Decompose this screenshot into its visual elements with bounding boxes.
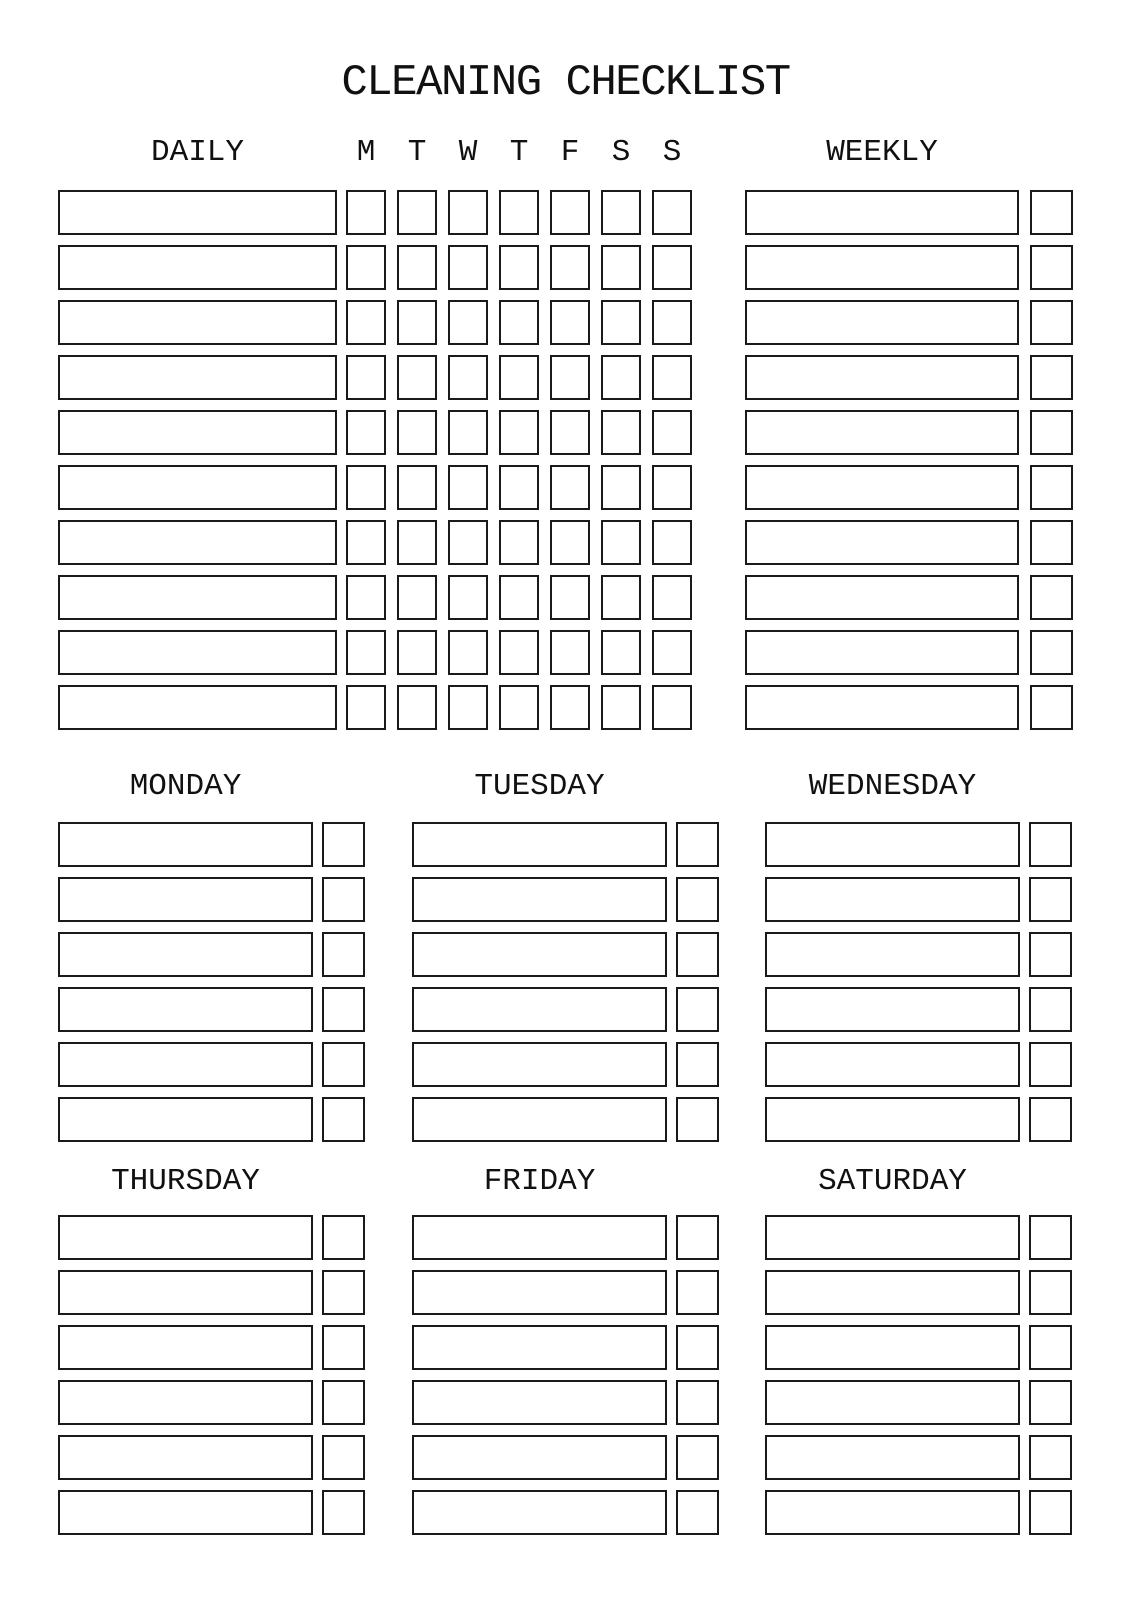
checkbox[interactable] [322, 822, 365, 867]
checkbox[interactable] [676, 822, 719, 867]
checkbox-thursday[interactable] [499, 410, 539, 455]
daily-task-row [58, 410, 692, 455]
checkbox[interactable] [322, 1435, 365, 1480]
checkbox-friday[interactable] [550, 575, 590, 620]
checkbox[interactable] [676, 1490, 719, 1535]
task-input-box[interactable] [58, 1435, 313, 1480]
checkbox-wednesday[interactable] [448, 630, 488, 675]
checkbox[interactable] [1029, 1490, 1072, 1535]
wednesday-task-row [765, 1097, 1072, 1142]
checkbox[interactable] [322, 1325, 365, 1370]
weekly-task-row [745, 520, 1073, 565]
monday-task-row [58, 932, 365, 977]
checkbox-saturday[interactable] [601, 575, 641, 620]
checkbox-saturday[interactable] [601, 685, 641, 730]
task-input-box[interactable] [765, 932, 1020, 977]
saturday-task-row [765, 1215, 1072, 1260]
saturday-section-label: SATURDAY [818, 1164, 967, 1199]
weekly-section-label: WEEKLY [826, 135, 938, 170]
task-input-box[interactable] [745, 575, 1019, 620]
task-input-box[interactable] [58, 300, 337, 345]
checkbox-monday[interactable] [346, 685, 386, 730]
daily-task-row [58, 465, 692, 510]
checkbox[interactable] [322, 1215, 365, 1260]
task-input-box[interactable] [765, 1380, 1020, 1425]
task-input-box[interactable] [412, 932, 667, 977]
daily-task-row [58, 245, 692, 290]
checkbox[interactable] [1030, 300, 1073, 345]
monday-task-row [58, 877, 365, 922]
checkbox[interactable] [676, 1215, 719, 1260]
checkbox[interactable] [1030, 190, 1073, 235]
checkbox[interactable] [676, 1435, 719, 1480]
checkbox-monday[interactable] [346, 355, 386, 400]
task-input-box[interactable] [745, 190, 1019, 235]
saturday-task-row [765, 1490, 1072, 1535]
checkbox-sunday[interactable] [652, 355, 692, 400]
checkbox-monday[interactable] [346, 300, 386, 345]
tuesday-section-label: TUESDAY [474, 769, 605, 804]
checkbox-saturday[interactable] [601, 245, 641, 290]
checkbox-sunday[interactable] [652, 410, 692, 455]
day-letter-friday: F [560, 135, 580, 170]
checkbox[interactable] [1030, 245, 1073, 290]
checkbox[interactable] [1029, 1270, 1072, 1315]
daily-task-row [58, 355, 692, 400]
task-input-box[interactable] [745, 245, 1019, 290]
day-letter-tuesday: T [407, 135, 427, 170]
monday-task-row [58, 822, 365, 867]
daily-task-row [58, 190, 692, 235]
weekly-task-row [745, 465, 1073, 510]
task-input-box[interactable] [765, 987, 1020, 1032]
day-letter-thursday: T [509, 135, 529, 170]
task-input-box[interactable] [58, 1097, 313, 1142]
task-input-box[interactable] [765, 1325, 1020, 1370]
monday-rows [58, 822, 365, 1142]
task-input-box[interactable] [58, 575, 337, 620]
checkbox[interactable] [1029, 1215, 1072, 1260]
daily-task-row [58, 630, 692, 675]
checkbox-saturday[interactable] [601, 465, 641, 510]
weekly-task-row [745, 410, 1073, 455]
monday-task-row [58, 1097, 365, 1142]
checkbox-sunday[interactable] [652, 190, 692, 235]
saturday-task-row [765, 1435, 1072, 1480]
checkbox-friday[interactable] [550, 630, 590, 675]
checkbox-sunday[interactable] [652, 575, 692, 620]
checkbox[interactable] [1029, 932, 1072, 977]
checkbox-friday[interactable] [550, 300, 590, 345]
task-input-box[interactable] [412, 1380, 667, 1425]
task-input-box[interactable] [745, 355, 1019, 400]
task-input-box[interactable] [765, 1042, 1020, 1087]
monday-task-row [58, 987, 365, 1032]
checkbox-wednesday[interactable] [448, 245, 488, 290]
checkbox-wednesday[interactable] [448, 465, 488, 510]
weekly-task-row [745, 685, 1073, 730]
checkbox[interactable] [676, 1097, 719, 1142]
checkbox[interactable] [676, 1270, 719, 1315]
checkbox-thursday[interactable] [499, 465, 539, 510]
task-input-box[interactable] [765, 1097, 1020, 1142]
task-input-box[interactable] [412, 1097, 667, 1142]
saturday-task-row [765, 1325, 1072, 1370]
checkbox-saturday[interactable] [601, 410, 641, 455]
task-input-box[interactable] [58, 1490, 313, 1535]
friday-task-row [412, 1270, 719, 1315]
task-input-box[interactable] [412, 822, 667, 867]
daily-section-label: DAILY [150, 135, 244, 170]
task-input-box[interactable] [765, 1490, 1020, 1535]
checkbox-friday[interactable] [550, 520, 590, 565]
wednesday-section-label: WEDNESDAY [808, 769, 977, 804]
thursday-task-row [58, 1490, 365, 1535]
tuesday-task-row [412, 987, 719, 1032]
thursday-task-row [58, 1270, 365, 1315]
daily-task-row [58, 685, 692, 730]
checkbox-monday[interactable] [346, 245, 386, 290]
checkbox[interactable] [322, 987, 365, 1032]
checkbox-tuesday[interactable] [397, 630, 437, 675]
checkbox-monday[interactable] [346, 190, 386, 235]
friday-task-row [412, 1325, 719, 1370]
checkbox[interactable] [322, 1380, 365, 1425]
checkbox[interactable] [1029, 987, 1072, 1032]
daily-task-row [58, 300, 692, 345]
task-input-box[interactable] [745, 465, 1019, 510]
task-input-box[interactable] [412, 1490, 667, 1535]
task-input-box[interactable] [58, 1215, 313, 1260]
checkbox-tuesday[interactable] [397, 190, 437, 235]
checkbox-saturday[interactable] [601, 300, 641, 345]
daily-task-row [58, 520, 692, 565]
checkbox-tuesday[interactable] [397, 300, 437, 345]
checkbox-monday[interactable] [346, 630, 386, 675]
checkbox-thursday[interactable] [499, 520, 539, 565]
task-input-box[interactable] [58, 245, 337, 290]
weekly-task-row [745, 355, 1073, 400]
task-input-box[interactable] [412, 1325, 667, 1370]
checkbox[interactable] [1029, 1435, 1072, 1480]
checkbox[interactable] [322, 932, 365, 977]
saturday-task-row [765, 1380, 1072, 1425]
task-input-box[interactable] [58, 355, 337, 400]
task-input-box[interactable] [765, 1215, 1020, 1260]
weekly-task-row [745, 245, 1073, 290]
checkbox-friday[interactable] [550, 465, 590, 510]
checkbox-friday[interactable] [550, 245, 590, 290]
thursday-rows [58, 1215, 365, 1535]
task-input-box[interactable] [412, 877, 667, 922]
task-input-box[interactable] [58, 1325, 313, 1370]
weekly-rows [745, 190, 1073, 730]
task-input-box[interactable] [765, 1270, 1020, 1315]
task-input-box[interactable] [745, 520, 1019, 565]
checkbox[interactable] [1029, 1380, 1072, 1425]
checkbox-saturday[interactable] [601, 630, 641, 675]
monday-task-row [58, 1042, 365, 1087]
checkbox-monday[interactable] [346, 465, 386, 510]
checkbox-tuesday[interactable] [397, 520, 437, 565]
checkbox-thursday[interactable] [499, 245, 539, 290]
checkbox-thursday[interactable] [499, 630, 539, 675]
weekly-task-row [745, 190, 1073, 235]
wednesday-task-row [765, 932, 1072, 977]
task-input-box[interactable] [58, 410, 337, 455]
checkbox-saturday[interactable] [601, 190, 641, 235]
checkbox-friday[interactable] [550, 355, 590, 400]
checkbox[interactable] [1030, 630, 1073, 675]
checkbox[interactable] [1029, 822, 1072, 867]
checkbox[interactable] [676, 932, 719, 977]
friday-task-row [412, 1215, 719, 1260]
checkbox-sunday[interactable] [652, 465, 692, 510]
task-input-box[interactable] [58, 685, 337, 730]
task-input-box[interactable] [745, 300, 1019, 345]
checkbox[interactable] [1030, 685, 1073, 730]
checkbox[interactable] [322, 1097, 365, 1142]
checkbox-wednesday[interactable] [448, 520, 488, 565]
friday-task-row [412, 1435, 719, 1480]
checkbox-thursday[interactable] [499, 355, 539, 400]
checkbox[interactable] [676, 987, 719, 1032]
task-input-box[interactable] [745, 410, 1019, 455]
checkbox-wednesday[interactable] [448, 190, 488, 235]
checkbox-thursday[interactable] [499, 300, 539, 345]
checkbox-wednesday[interactable] [448, 355, 488, 400]
checkbox-tuesday[interactable] [397, 575, 437, 620]
thursday-task-row [58, 1215, 365, 1260]
checkbox-friday[interactable] [550, 410, 590, 455]
checkbox[interactable] [676, 1042, 719, 1087]
checkbox[interactable] [1029, 1325, 1072, 1370]
task-input-box[interactable] [58, 877, 313, 922]
tuesday-task-row [412, 877, 719, 922]
checkbox[interactable] [322, 1042, 365, 1087]
checkbox-tuesday[interactable] [397, 245, 437, 290]
checkbox[interactable] [676, 877, 719, 922]
day-letters-header [346, 137, 692, 168]
tuesday-task-row [412, 932, 719, 977]
wednesday-task-row [765, 1042, 1072, 1087]
checkbox[interactable] [676, 1325, 719, 1370]
checkbox-monday[interactable] [346, 410, 386, 455]
checkbox[interactable] [1030, 355, 1073, 400]
checkbox-tuesday[interactable] [397, 410, 437, 455]
task-input-box[interactable] [58, 822, 313, 867]
checkbox-thursday[interactable] [499, 685, 539, 730]
monday-section-label: MONDAY [129, 769, 242, 804]
day-letter-monday: M [356, 135, 376, 170]
task-input-box[interactable] [412, 1215, 667, 1260]
checkbox-wednesday[interactable] [448, 575, 488, 620]
wednesday-rows [765, 822, 1072, 1142]
task-input-box[interactable] [58, 932, 313, 977]
thursday-section-label: THURSDAY [111, 1164, 260, 1199]
checkbox-friday[interactable] [550, 190, 590, 235]
checkbox-wednesday[interactable] [448, 685, 488, 730]
thursday-task-row [58, 1380, 365, 1425]
checkbox-wednesday[interactable] [448, 300, 488, 345]
page-title: CLEANING CHECKLIST [341, 58, 790, 108]
task-input-box[interactable] [745, 685, 1019, 730]
day-letter-saturday: S [611, 135, 631, 170]
day-letter-sunday: S [662, 135, 682, 170]
checkbox-thursday[interactable] [499, 575, 539, 620]
saturday-task-row [765, 1270, 1072, 1315]
friday-rows [412, 1215, 719, 1535]
checkbox-monday[interactable] [346, 575, 386, 620]
checkbox-sunday[interactable] [652, 245, 692, 290]
task-input-box[interactable] [58, 520, 337, 565]
saturday-rows [765, 1215, 1072, 1535]
task-input-box[interactable] [765, 1435, 1020, 1480]
thursday-task-row [58, 1435, 365, 1480]
task-input-box[interactable] [765, 877, 1020, 922]
task-input-box[interactable] [745, 630, 1019, 675]
task-input-box[interactable] [412, 1042, 667, 1087]
task-input-box[interactable] [58, 1042, 313, 1087]
wednesday-task-row [765, 822, 1072, 867]
tuesday-task-row [412, 1097, 719, 1142]
friday-task-row [412, 1490, 719, 1535]
task-input-box[interactable] [58, 987, 313, 1032]
checkbox[interactable] [1029, 877, 1072, 922]
tuesday-task-row [412, 822, 719, 867]
task-input-box[interactable] [58, 190, 337, 235]
weekly-task-row [745, 575, 1073, 620]
task-input-box[interactable] [412, 987, 667, 1032]
daily-rows [58, 190, 692, 730]
weekly-task-row [745, 300, 1073, 345]
friday-task-row [412, 1380, 719, 1425]
checkbox-monday[interactable] [346, 520, 386, 565]
checkbox-friday[interactable] [550, 685, 590, 730]
checkbox-sunday[interactable] [652, 685, 692, 730]
checkbox[interactable] [676, 1380, 719, 1425]
checkbox[interactable] [1030, 465, 1073, 510]
checkbox-tuesday[interactable] [397, 465, 437, 510]
day-letter-wednesday: W [458, 135, 478, 170]
task-input-box[interactable] [58, 1270, 313, 1315]
checkbox-sunday[interactable] [652, 520, 692, 565]
checkbox[interactable] [1029, 1097, 1072, 1142]
thursday-task-row [58, 1325, 365, 1370]
wednesday-task-row [765, 877, 1072, 922]
checkbox-sunday[interactable] [652, 300, 692, 345]
task-input-box[interactable] [58, 465, 337, 510]
task-input-box[interactable] [58, 630, 337, 675]
checkbox[interactable] [1030, 520, 1073, 565]
tuesday-rows [412, 822, 719, 1142]
task-input-box[interactable] [765, 822, 1020, 867]
checkbox-sunday[interactable] [652, 630, 692, 675]
weekly-task-row [745, 630, 1073, 675]
checkbox-tuesday[interactable] [397, 355, 437, 400]
task-input-box[interactable] [412, 1270, 667, 1315]
tuesday-task-row [412, 1042, 719, 1087]
daily-task-row [58, 575, 692, 620]
checkbox-wednesday[interactable] [448, 410, 488, 455]
wednesday-task-row [765, 987, 1072, 1032]
task-input-box[interactable] [412, 1435, 667, 1480]
checkbox[interactable] [1030, 575, 1073, 620]
checkbox[interactable] [322, 1270, 365, 1315]
checkbox-saturday[interactable] [601, 355, 641, 400]
checkbox-saturday[interactable] [601, 520, 641, 565]
checkbox-thursday[interactable] [499, 190, 539, 235]
task-input-box[interactable] [58, 1380, 313, 1425]
checkbox[interactable] [1029, 1042, 1072, 1087]
checkbox[interactable] [322, 1490, 365, 1535]
checkbox[interactable] [322, 877, 365, 922]
checkbox-tuesday[interactable] [397, 685, 437, 730]
checkbox[interactable] [1030, 410, 1073, 455]
friday-section-label: FRIDAY [483, 1164, 596, 1199]
